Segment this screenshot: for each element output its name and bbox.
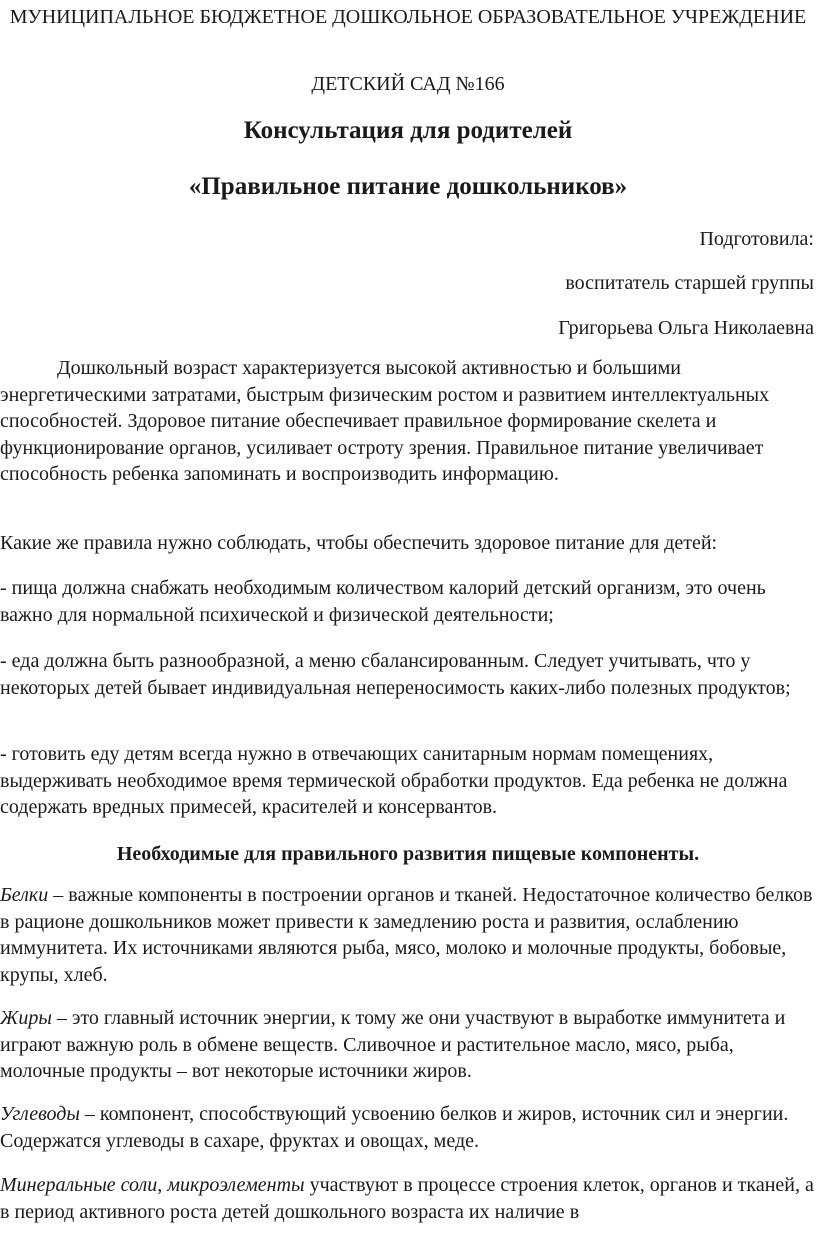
minerals-paragraph — [0, 1172, 814, 1225]
carbs-term: Углеводы — [0, 1103, 80, 1125]
author-position: воспитатель старшей группы — [565, 272, 814, 294]
proteins-paragraph — [0, 882, 814, 988]
document-subtitle: «Правильное питание дошкольников» — [188, 173, 628, 200]
fats-paragraph — [0, 1005, 814, 1085]
author-name: Григорьева Ольга Николаевна — [558, 317, 814, 339]
carbs-paragraph — [0, 1101, 814, 1154]
intro-paragraph: Дошкольный возраст характеризуется высокой активностью и большими энергетическими затратами, быстрым физическим ростом и развитием интеллектуальных способностей. Здоровое питание обеспечивает правильное формирование скелета и функционирование органов, усиливает остроту зрения. Правильное питание увеличивает способность ребенка запоминать и воспроизводить информацию. — [0, 357, 770, 485]
components-heading: Необходимые для правильного развития пищевые компоненты. — [116, 843, 700, 865]
minerals-text: участвуют в процессе строения клеток, органов и тканей, а в период активного роста детей дошкольного возраста их наличие в — [0, 1174, 814, 1223]
rule-item-1: - пища должна снабжать необходимым количеством калорий детский организм, это очень важно для нормальной психической и физической деятельности; — [0, 577, 766, 626]
minerals-term: Минеральные соли — [0, 1174, 158, 1196]
proteins-text: – важные компоненты в построении органов и тканей. Недостаточное количество белков в рационе дошкольников может привести к замедлению роста и развития, ослаблению иммунитета. Их источниками являются рыба, мясо, молоко и молочные продукты, бобовые, крупы, хлеб. — [0, 884, 813, 986]
carbs-text: – компонент, способствующий усвоению белков и жиров, источник сил и энергии. Содержатся углеводы в сахаре, фруктах и овощах, меде. — [0, 1103, 789, 1152]
prepared-by-label: Подготовила: — [699, 228, 814, 250]
microelements-term: микроэлементы — [167, 1174, 305, 1196]
rules-question: Какие же правила нужно соблюдать, чтобы обеспечить здоровое питание для детей: — [0, 532, 718, 554]
document-title: Консультация для родителей — [243, 117, 573, 144]
rule-item-3: - готовить еду детям всегда нужно в отвечающих санитарным нормам помещениях, выдерживать необходимое время термической обработки продуктов. Еда ребенка не должна содержать вредных примесей, красителей и консервантов. — [0, 743, 788, 818]
minerals-separator: , — [157, 1174, 168, 1196]
fats-term: Жиры — [0, 1007, 52, 1029]
rule-item-2: - еда должна быть разнообразной, а меню сбалансированным. Следует учитывать, что у некоторых детей бывает индивидуальная непереносимость каких-либо полезных продуктов; — [0, 650, 791, 699]
proteins-term: Белки — [0, 884, 49, 906]
fats-text: – это главный источник энергии, к тому же они участвуют в выработке иммунитета и играют важную роль в обмене веществ. Сливочное и растительное масло, мясо, рыба, молочные продукты – вот некоторые источники жиров. — [0, 1007, 786, 1082]
organization-name: МУНИЦИПАЛЬНОЕ БЮДЖЕТНОЕ ДОШКОЛЬНОЕ ОБРАЗОВАТЕЛЬНОЕ УЧРЕЖДЕНИЕ — [9, 6, 807, 28]
kindergarten-name: ДЕТСКИЙ САД №166 — [311, 73, 505, 95]
